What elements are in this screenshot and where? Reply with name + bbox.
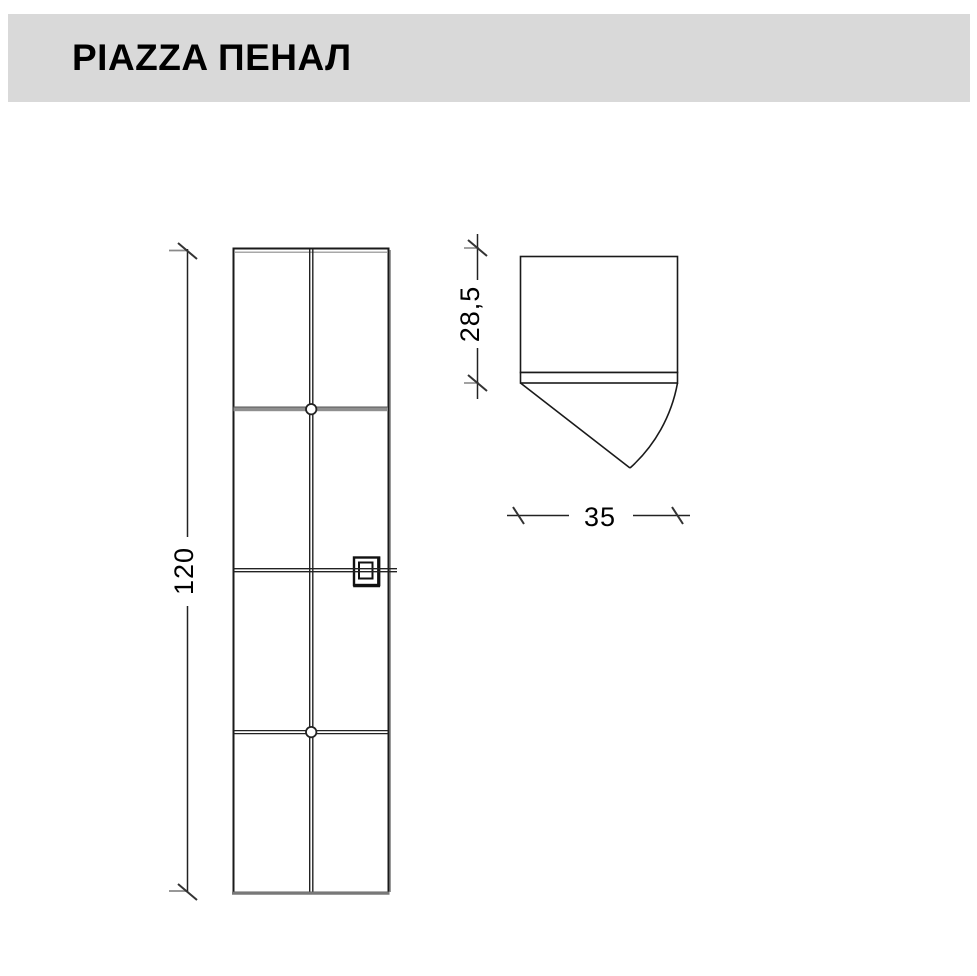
width-dimension xyxy=(507,502,690,532)
height-dimension-label: 120 xyxy=(169,546,199,596)
door-swing-arc xyxy=(630,383,678,468)
top-view-door-panel xyxy=(521,373,678,384)
height-dimension xyxy=(169,243,199,900)
front-view xyxy=(232,249,397,894)
door-swing-line xyxy=(521,383,631,468)
depth-dimension xyxy=(455,234,487,399)
top-view-body xyxy=(521,257,678,373)
hinge-circle-lower xyxy=(306,727,316,737)
door-handle-inner xyxy=(359,563,373,579)
top-view xyxy=(521,257,678,469)
hinge-circle-upper xyxy=(306,404,316,414)
page-title: PIAZZA ПЕНАЛ xyxy=(72,37,352,78)
width-dimension-label: 35 xyxy=(583,502,617,532)
depth-dimension-label: 28,5 xyxy=(455,285,485,343)
